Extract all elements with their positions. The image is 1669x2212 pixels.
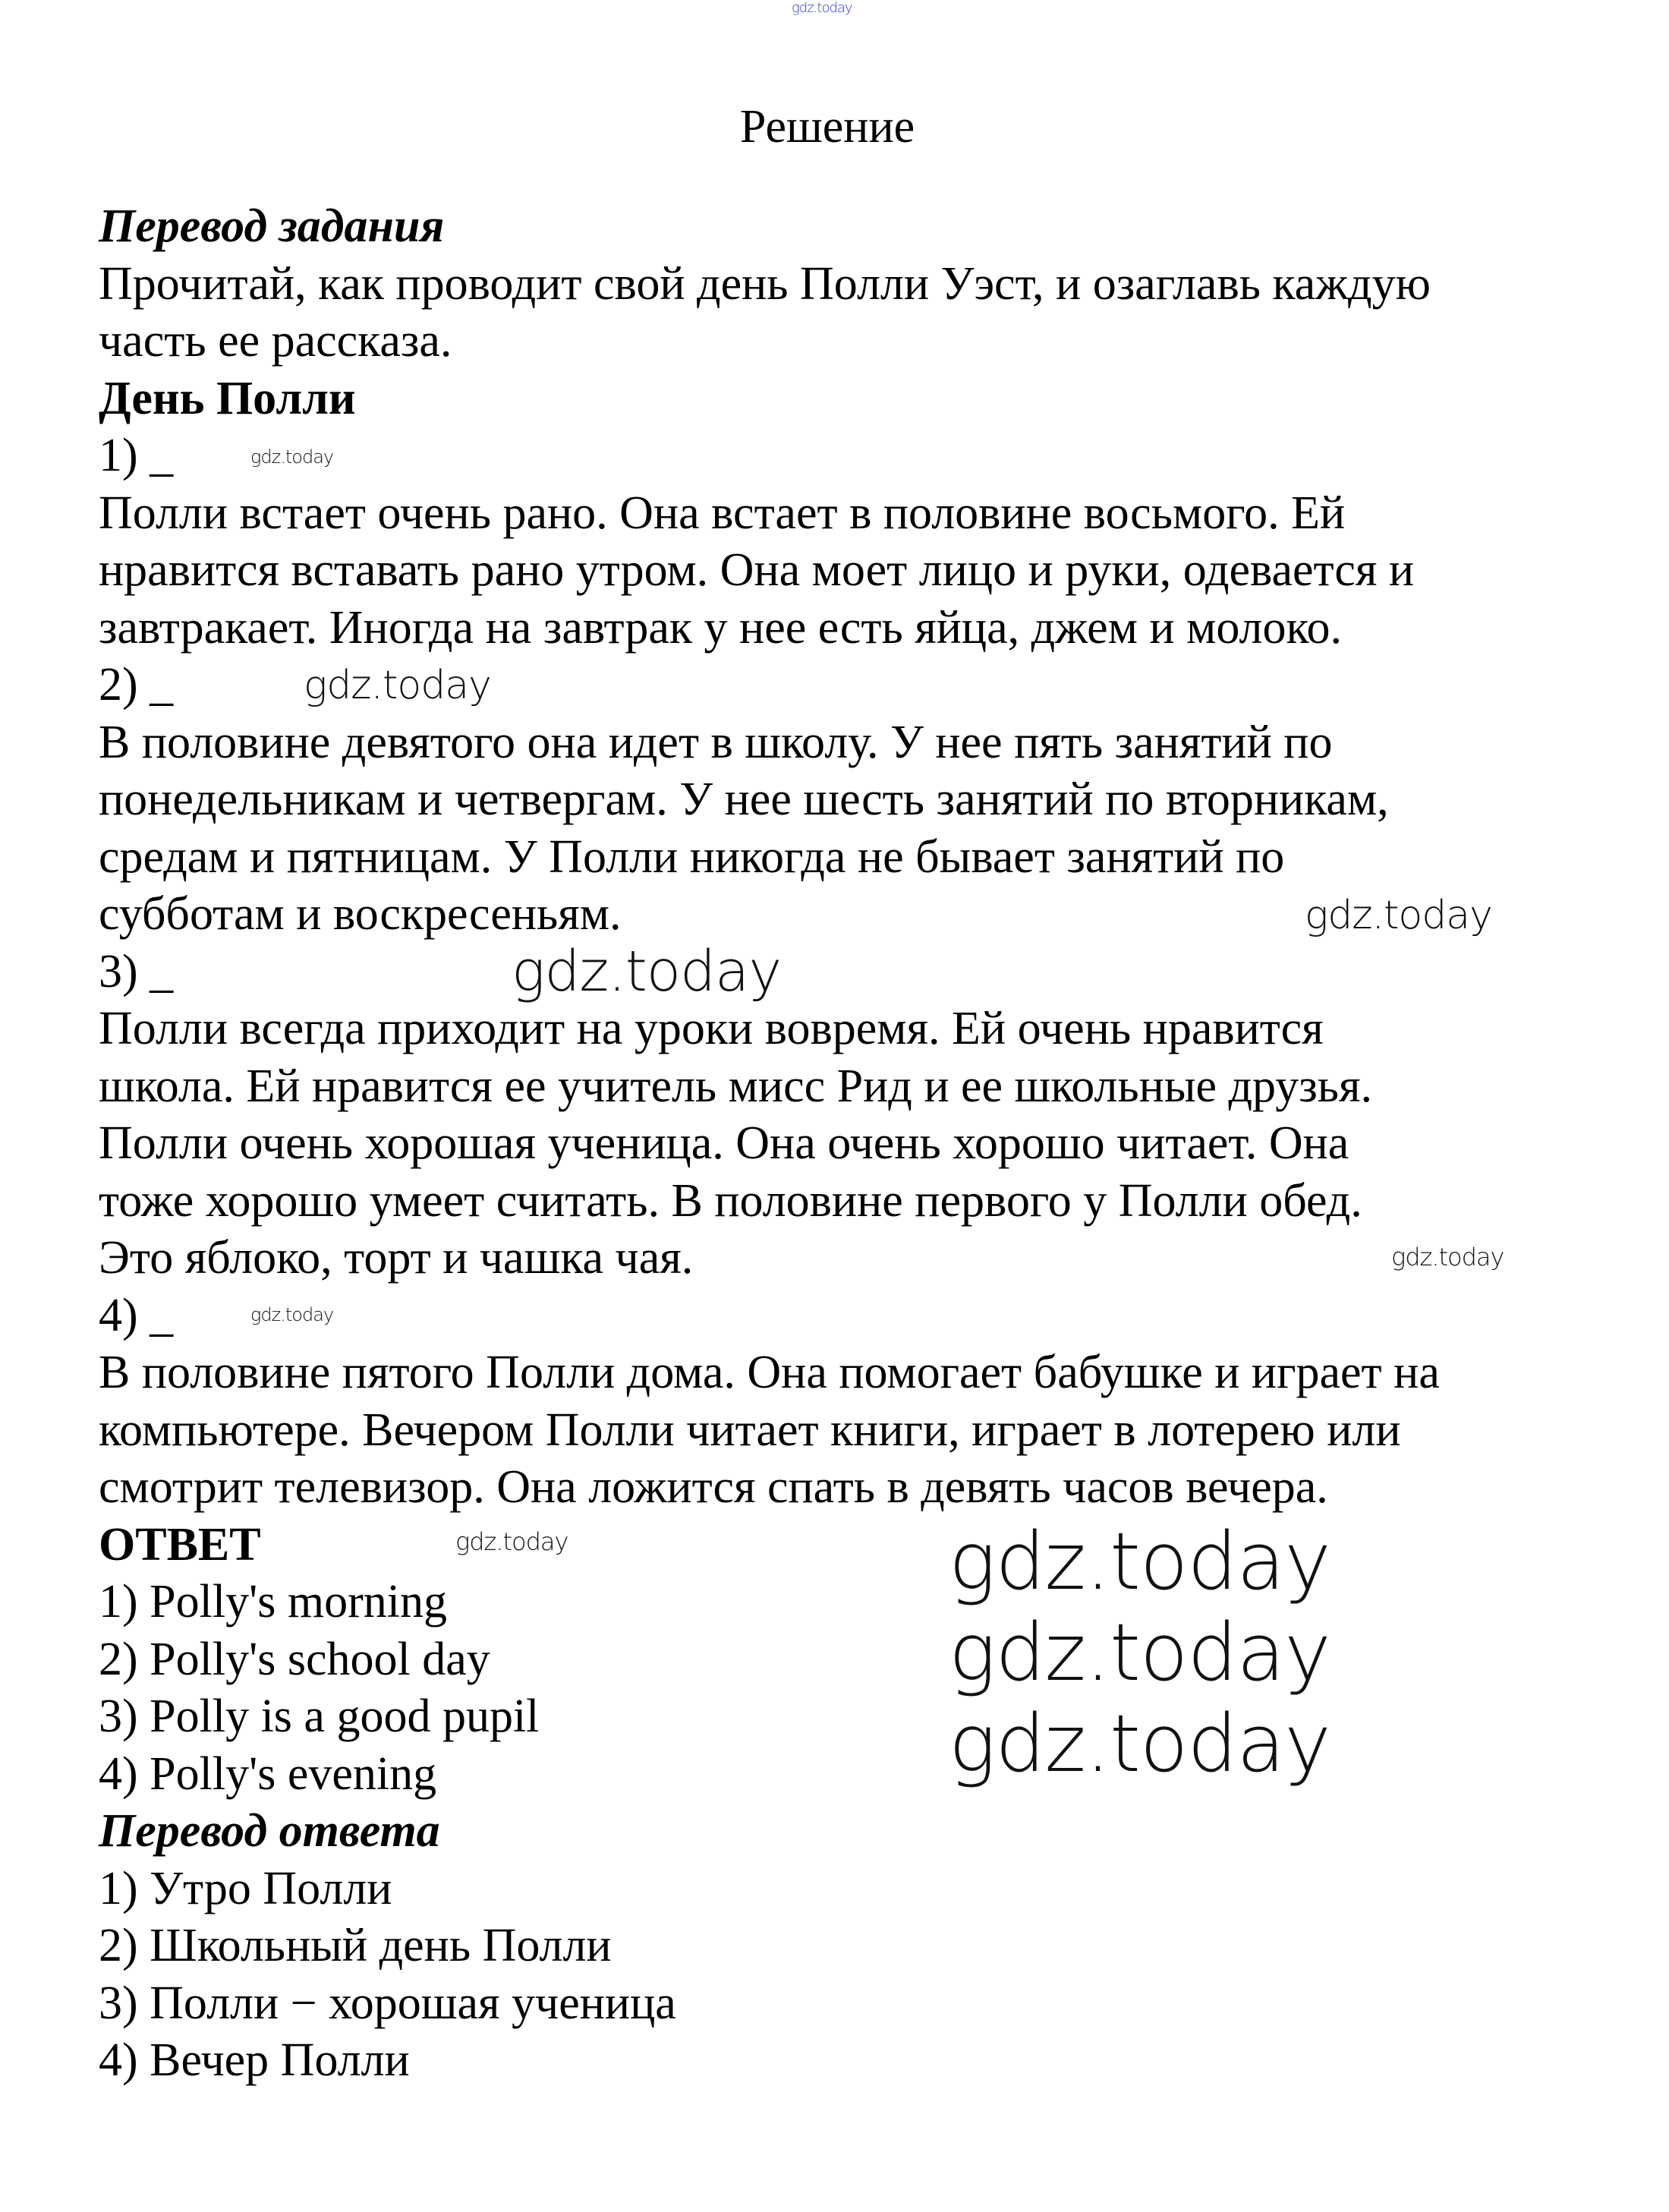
answer-item: 3) Polly is a good pupil	[99, 1691, 540, 1742]
watermark: gdz.today	[792, 0, 852, 16]
story-title: День Полли	[99, 372, 356, 424]
watermark: gdz.today	[949, 1515, 1330, 1608]
watermark: gdz.today	[949, 1606, 1330, 1699]
watermark: gdz.today	[512, 939, 782, 1004]
task-translation-heading: Перевод задания	[99, 200, 445, 252]
watermark: gdz.today	[1391, 1243, 1504, 1271]
page-title: Решение	[739, 101, 915, 153]
part-text-line: смотрит телевизор. Она ложится спать в девять часов вечера.	[99, 1461, 1328, 1513]
answer-item: 4) Polly's evening	[99, 1747, 437, 1800]
part-label: 4) _	[99, 1289, 174, 1341]
part-label: 3) _	[99, 945, 174, 997]
part-text-line: В половине девятого она идет в школу. У нее пять занятий по	[99, 716, 1333, 768]
answer-translation-heading: Перевод ответа	[99, 1805, 440, 1857]
watermark: gdz.today	[250, 1304, 334, 1325]
watermark: gdz.today	[250, 446, 334, 468]
answer-item: 2) Polly's school day	[99, 1633, 490, 1685]
answer-translation-item: 3) Полли − хорошая ученица	[99, 1977, 676, 2029]
part-text-line: В половине пятого Полли дома. Она помогает бабушке и играет на	[99, 1347, 1440, 1398]
part-text-line: Полли встает очень рано. Она встает в половине восьмого. Ей	[99, 487, 1346, 539]
part-text-line: понедельникам и четвергам. У нее шесть занятий по вторникам,	[99, 774, 1389, 825]
answer-translation-item: 2) Школьный день Полли	[99, 1920, 612, 1971]
part-text-line: компьютере. Вечером Полли читает книги, играет в лотерею или	[99, 1404, 1401, 1456]
part-text-line: завтракает. Иногда на завтрак у нее есть яйца, джем и молоко.	[99, 601, 1342, 654]
part-text-line: Полли всегда приходит на уроки вовремя. Ей очень нравится	[99, 1003, 1324, 1054]
watermark: gdz.today	[949, 1697, 1330, 1790]
document-body	[99, 198, 1617, 2090]
part-text-line: тоже хорошо умеет считать. В половине первого у Полли обед.	[99, 1174, 1362, 1227]
watermark: gdz.today	[1305, 893, 1492, 938]
answer-item: 1) Polly's morning	[99, 1576, 447, 1627]
part-label: 1) _	[99, 430, 174, 481]
task-text-line: Прочитай, как проводит свой день Полли Уэст, и озаглавь каждую	[99, 257, 1431, 310]
part-text-line: Полли очень хорошая ученица. Она очень хорошо читает. Она	[99, 1117, 1349, 1169]
part-text-line: школа. Ей нравится ее учитель мисс Рид и ее школьные друзья.	[99, 1060, 1373, 1112]
part-text-line: Это яблоко, торт и чашка чая.	[99, 1232, 694, 1284]
task-text-line: часть ее рассказа.	[99, 315, 452, 367]
answer-translation-item: 1) Утро Полли	[99, 1862, 392, 1914]
part-text-line: средам и пятницам. У Полли никогда не бывает занятий по	[99, 830, 1285, 883]
watermark: gdz.today	[304, 663, 491, 708]
watermark: gdz.today	[455, 1527, 568, 1556]
part-text-line: нравится вставать рано утром. Она моет лицо и руки, одевается и	[99, 544, 1415, 596]
part-text-line: субботам и воскресеньям.	[99, 888, 622, 940]
answer-heading: ОТВЕТ	[99, 1518, 261, 1571]
part-label: 2) _	[99, 659, 174, 711]
answer-translation-item: 4) Вечер Полли	[99, 2034, 410, 2086]
